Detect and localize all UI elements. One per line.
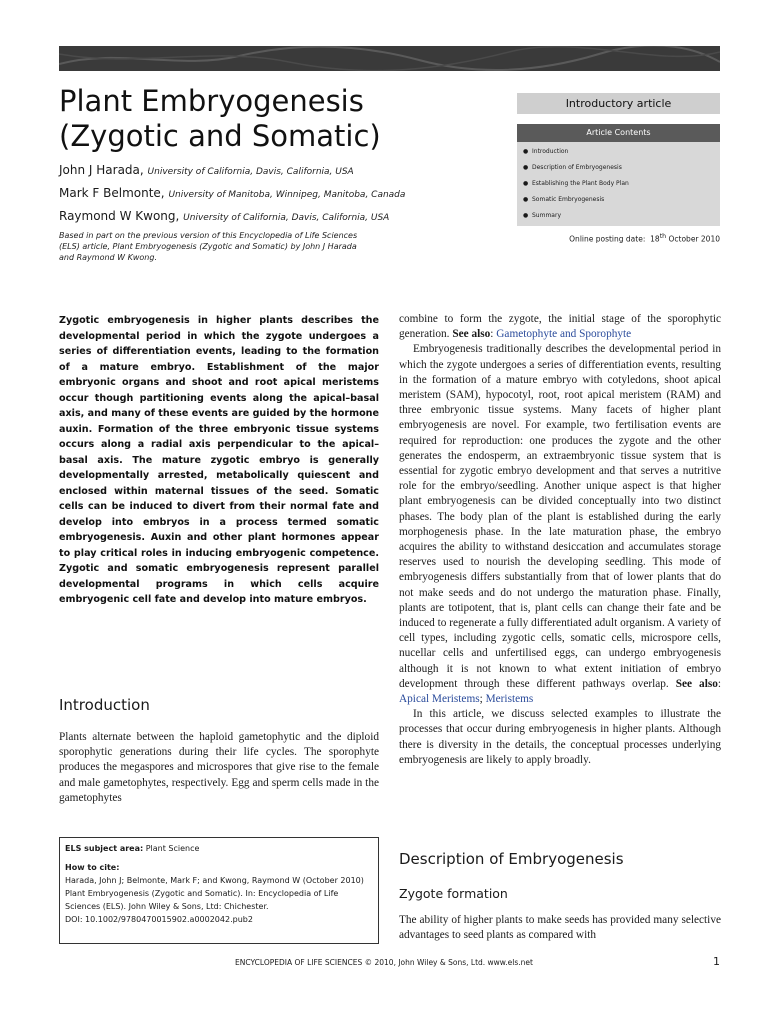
posting-date: Online posting date: 18th October 2010 bbox=[569, 233, 720, 244]
author-name: Mark F Belmonte, bbox=[59, 186, 165, 200]
contents-heading: Article Contents bbox=[517, 124, 720, 142]
author-affiliation: University of California, Davis, California, USA bbox=[147, 167, 354, 177]
banner-decoration bbox=[59, 46, 720, 71]
link-apical-meristems[interactable]: Apical Meristems bbox=[399, 693, 480, 706]
author-affiliation: University of California, Davis, California, USA bbox=[183, 213, 390, 223]
header-banner bbox=[59, 46, 720, 71]
article-type-label: Introductory article bbox=[517, 93, 720, 114]
author-entry bbox=[59, 206, 499, 229]
contents-item-summary[interactable]: ● Summary bbox=[523, 208, 720, 224]
link-meristems[interactable]: Meristems bbox=[485, 693, 534, 706]
bullet-icon: ● bbox=[523, 148, 529, 155]
how-to-cite-label: How to cite: bbox=[65, 863, 120, 872]
link-gametophyte-sporophyte[interactable]: Gametophyte and Sporophyte bbox=[496, 328, 632, 341]
bullet-icon: ● bbox=[523, 212, 529, 219]
author-list bbox=[59, 160, 499, 229]
author-affiliation: University of Manitoba, Winnipeg, Manitoba, Canada bbox=[168, 190, 406, 200]
bullet-icon: ● bbox=[523, 196, 529, 203]
author-entry bbox=[59, 160, 499, 183]
paragraph: In this article, we discuss selected examples to illustrate the processes that occur during embryogenesis in higher plants. Although there is diversity in the details, the conceptual processes underlying embryogenesis are likely to apply broadly. bbox=[399, 708, 721, 766]
paragraph: combine to form the zygote, the initial stage of the sporophytic generation. See also: Gametophyte and Sporophyte bbox=[399, 313, 721, 341]
page-footer: ENCYCLOPEDIA OF LIFE SCIENCES © 2010, John Wiley & Sons, Ltd. www.els.net bbox=[235, 958, 533, 967]
description-heading: Description of Embryogenesis bbox=[399, 850, 624, 868]
contents-list bbox=[517, 142, 720, 224]
introduction-heading: Introduction bbox=[59, 696, 150, 714]
introduction-text: Plants alternate between the haploid gametophytic and the diploid sporophytic generations during their life cycles. The sporophyte produces the megaspores and microspores that give rise to the female and male gametophytes, respectively. Egg and sperm cells made in the gametophytes bbox=[59, 731, 379, 804]
citation-box bbox=[59, 837, 379, 944]
contents-item-description[interactable]: ● Description of Embryogenesis bbox=[523, 160, 720, 176]
contents-item-body-plan[interactable]: ● Establishing the Plant Body Plan bbox=[523, 176, 720, 192]
previous-version-note: Based in part on the previous version of this Encyclopedia of Life Sciences (ELS) article, Plant Embryogenesis (Zygotic and Somatic) by John J Harada and Raymond W Kwong. bbox=[59, 231, 358, 262]
page-number: 1 bbox=[713, 955, 720, 968]
subject-area: ELS subject area: Plant Science bbox=[65, 844, 200, 853]
citation-text: Harada, John J; Belmonte, Mark F; and Kwong, Raymond W (October 2010) Plant Embryogenesis (Zygotic and Somatic). In: Encyclopedia of Life Sciences (ELS). John Wiley & Sons, Ltd: Chichester. bbox=[65, 876, 364, 911]
article-contents-box bbox=[517, 124, 720, 226]
doi[interactable]: DOI: 10.1002/9780470015902.a0002042.pub2 bbox=[65, 915, 253, 924]
article-title: Plant Embryogenesis (Zygotic and Somatic) bbox=[59, 84, 381, 153]
zygote-formation-heading: Zygote formation bbox=[399, 886, 508, 901]
contents-item-somatic[interactable]: ● Somatic Embryogenesis bbox=[523, 192, 720, 208]
author-name: John J Harada, bbox=[59, 163, 144, 177]
author-entry bbox=[59, 183, 499, 206]
bullet-icon: ● bbox=[523, 180, 529, 187]
zygote-formation-text: The ability of higher plants to make seeds has provided many selective advantages to seed plants as compared with bbox=[399, 914, 721, 942]
abstract: Zygotic embryogenesis in higher plants describes the developmental period in which the zygote undergoes a series of differentiation events, leading to the formation of a mature embryo. Establishment of the major embryonic organs and shoot and root apical meristems occur though partitioning events along the apical–basal axis, and many of these events are guided by the hormone auxin. Formation of the three embryonic tissue systems occurs along a radial axis perpendicular to the apical–basal axis. The mature zygotic embryo is generally developmentally arrested, metabolically quiescent and enclosed within maternal tissues of the seed. Somatic cells can be induced to divert from their normal fate and develop into embryos in a process termed somatic embryogenesis. Auxin and other plant hormones appear to play critical roles in inducing embryogenic competence. Zygotic and somatic embryogenesis represent parallel developmental programs in which cells acquire embryogenic cell fate and develop into mature embryos. bbox=[59, 315, 379, 605]
right-column-body bbox=[399, 312, 721, 768]
author-name: Raymond W Kwong, bbox=[59, 209, 180, 223]
contents-item-introduction[interactable]: ● Introduction bbox=[523, 144, 720, 160]
paragraph: Embryogenesis traditionally describes the developmental period in which the zygote undergoes a series of differentiation events, resulting in the formation of a mature embryo with cotyledons, shoot apical meristem (SAM), hypocotyl, root, root apical meristem (RAM) and three embryonic tissue systems. Many facets of higher plant embryogenesis are novel. For example, two fertilisation events are required for reproduction: one produces the zygote and the other generates the endosperm, an extraembryonic tissue system that is essential for zygotic embryo development and that serves a nutritive role for the embryo/seedling. Another unique aspect is that higher plant embryogenesis can be divided conceptually into two distinct phases. The body plan of the plant is established during the early morphogenesis phase. In the late maturation phase, the embryo acquires the ability to withstand desiccation and accumulates storage reserves used to nourish the developing seedling. This mode of embryogenesis differs substantially from that of lower plants that do not make seeds and do not undergo the maturation phase. Finally, plants are totipotent, that is, plant cells can change their fate and be induced to regenerate a fully differentiated adult organism. A variety of cell types, including zygotic cells, somatic cells, microspore cells, nucellar cells and unfertilised eggs, can undergo embryogenesis although it is not known to what extent initiation of embryo development through these different pathways overlap. See also: Apical Meristems; Meristems bbox=[399, 343, 722, 706]
bullet-icon: ● bbox=[523, 164, 529, 171]
